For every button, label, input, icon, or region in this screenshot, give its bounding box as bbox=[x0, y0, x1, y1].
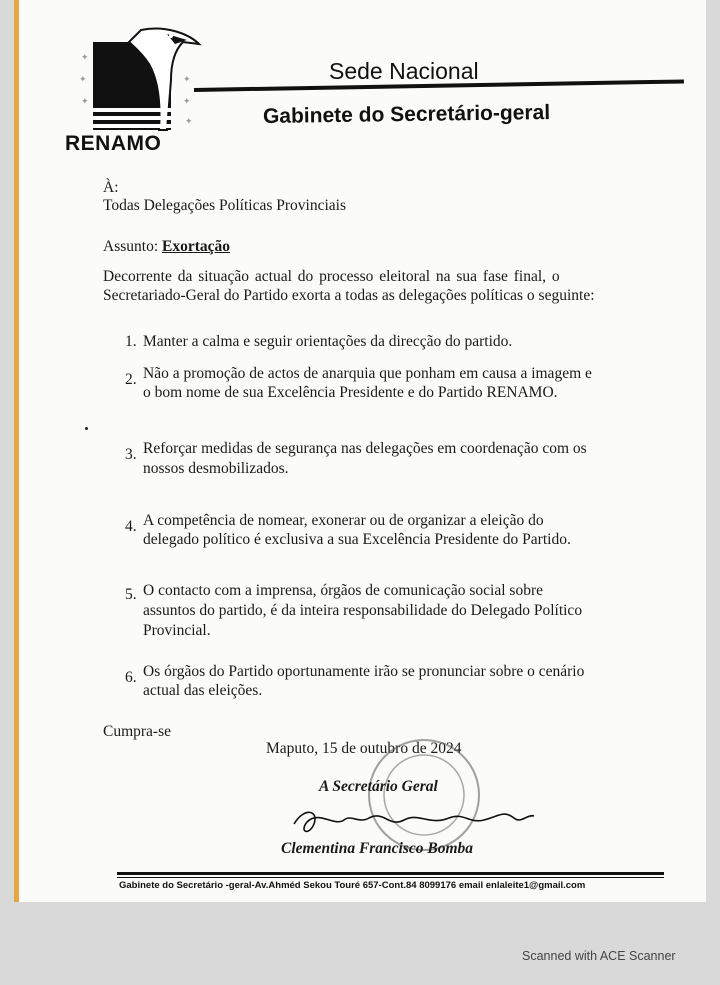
item-1-line-1: Manter a calma e seguir orientações da direcção do partido. bbox=[143, 333, 513, 350]
item-5-line-3: Provincial. bbox=[143, 622, 211, 639]
svg-text:✦: ✦ bbox=[185, 116, 193, 126]
closing: Cumpra-se bbox=[103, 723, 172, 740]
signer-title: A Secretário Geral bbox=[319, 778, 438, 795]
recipient: Todas Delegações Políticas Provinciais bbox=[103, 197, 346, 214]
item-2-line-2: o bom nome de sua Excelência Presidente e do Partido RENAMO. bbox=[143, 384, 558, 401]
item-number: 6. bbox=[125, 669, 137, 686]
scanner-watermark: Scanned with ACE Scanner bbox=[522, 949, 676, 963]
to-label: À: bbox=[103, 179, 119, 196]
subject-value: Exortação bbox=[162, 238, 231, 255]
letter-page bbox=[14, 0, 706, 902]
item-4-line-2: delegado político é exclusiva a sua Excelência Presidente do Partido. bbox=[143, 531, 571, 548]
item-number: 4. bbox=[125, 518, 137, 535]
item-number: 2. bbox=[125, 371, 137, 388]
speck bbox=[85, 427, 88, 430]
footer-rule bbox=[117, 872, 664, 875]
item-6-line-2: actual das eleições. bbox=[143, 682, 263, 699]
logo-wordmark: RENAMO bbox=[65, 132, 162, 155]
svg-text:✦: ✦ bbox=[81, 96, 89, 106]
svg-text:✦: ✦ bbox=[183, 96, 191, 106]
item-3-line-1: Reforçar medidas de segurança nas delegações em coordenação com os bbox=[143, 440, 587, 457]
item-4-line-1: A competência de nomear, exonerar ou de organizar a eleição do bbox=[143, 512, 544, 529]
subject-label: Assunto: bbox=[103, 238, 159, 255]
intro-line-2: Secretariado-Geral do Partido exorta a todas as delegações políticas o seguinte: bbox=[103, 287, 595, 304]
place-date: Maputo, 15 de outubro de 2024 bbox=[266, 740, 462, 757]
item-5-line-1: O contacto com a imprensa, órgãos de comunicação social sobre bbox=[143, 582, 543, 599]
svg-text:✦: ✦ bbox=[183, 74, 191, 84]
item-number: 5. bbox=[125, 586, 137, 603]
item-5-line-2: assuntos do partido, é da inteira responsabilidade do Delegado Político bbox=[143, 602, 583, 619]
item-6-line-1: Os órgãos do Partido oportunamente irão se pronunciar sobre o cenário bbox=[143, 663, 585, 680]
svg-text:✦: ✦ bbox=[81, 52, 89, 62]
signer-name: Clementina Francisco Bomba bbox=[281, 840, 474, 857]
item-number: 3. bbox=[125, 446, 137, 463]
item-3-line-2: nossos desmobilizados. bbox=[143, 460, 289, 477]
intro-line-1: Decorrente da situação actual do processo eleitoral na sua fase final, o bbox=[103, 268, 560, 285]
item-2-line-1: Não a promoção de actos de anarquia que ponham em causa a imagem e bbox=[143, 365, 592, 382]
header-department: Gabinete do Secretário-geral bbox=[262, 100, 551, 129]
signature bbox=[289, 802, 539, 842]
svg-text:✦: ✦ bbox=[79, 74, 87, 84]
footer-rule-thin bbox=[117, 877, 664, 878]
item-number: 1. bbox=[125, 333, 137, 350]
subject-line bbox=[103, 236, 230, 257]
header-office: Sede Nacional bbox=[329, 58, 479, 84]
footer-address: Gabinete do Secretário -geral-Av.Ahméd Sekou Touré 657-Cont.84 8099176 email enlaleite1@gmail.com bbox=[119, 880, 586, 891]
